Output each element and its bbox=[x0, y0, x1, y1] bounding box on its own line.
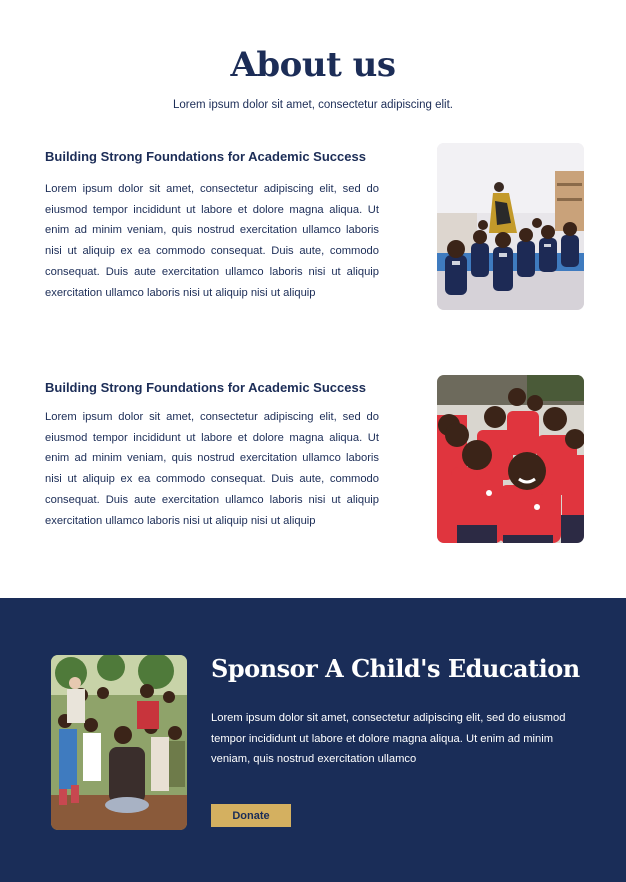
sponsor-title: Sponsor A Child's Education bbox=[211, 654, 580, 683]
students-photo bbox=[437, 375, 584, 543]
feature-body: Lorem ipsum dolor sit amet, consectetur adipiscing elit, sed do eiusmod tempor incididunt ut labore et dolore magna aliqua. Ut enim ad minim veniam, quis nostrud exercitation ullamco laboris nisi ut aliquip ex ea commodo consequat. Duis aute, commodo consequat. Duis aute exercitation ullamco laboris nisi ut aliquip exercitation ullamco laboris nisi ut aliquip nisi ut aliquip bbox=[45, 411, 379, 527]
about-subtitle: Lorem ipsum dolor sit amet, consectetur adipiscing elit. bbox=[173, 99, 453, 111]
feature-body: Lorem ipsum dolor sit amet, consectetur adipiscing elit, sed do eiusmod tempor incididunt ut labore et dolore magna aliqua. Ut enim ad minim veniam, quis nostrud exercitation ullamco laboris nisi ut aliquip ex ea commodo consequat. Duis aute, commodo consequat. Duis aute exercitation ullamco laboris nisi ut aliquip exercitation ullamco laboris nisi ut aliquip nisi ut aliquip bbox=[45, 183, 379, 299]
about-title: About us bbox=[230, 45, 396, 85]
sponsor-section bbox=[0, 598, 626, 882]
donate-button[interactable]: Donate bbox=[211, 804, 291, 827]
sponsor-photo bbox=[51, 655, 187, 830]
feature-heading: Building Strong Foundations for Academic Success bbox=[45, 149, 366, 164]
classroom-photo bbox=[437, 143, 584, 310]
sponsor-body: Lorem ipsum dolor sit amet, consectetur adipiscing elit, sed do eiusmod tempor incididunt ut labore et dolore magna aliqua. Ut enim ad minim veniam, quis nostrud exercitation ullamco bbox=[211, 712, 566, 766]
feature-heading: Building Strong Foundations for Academic Success bbox=[45, 380, 366, 395]
